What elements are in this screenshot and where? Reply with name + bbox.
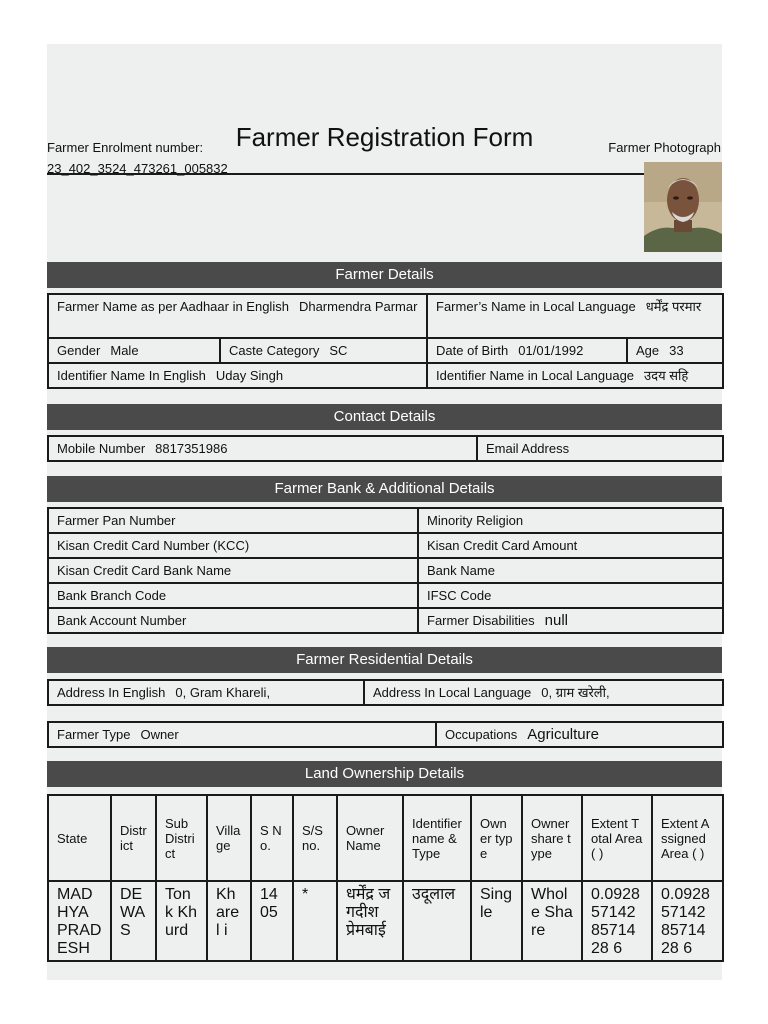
kcc-amount-label: Kisan Credit Card Amount (427, 538, 578, 553)
farmer-name-local-value: धर्मेंद्र परमार (645, 299, 702, 314)
farmer-name-en-value: Dharmendra Parmar (298, 299, 418, 314)
land-header-district: District (111, 795, 156, 881)
dob-value: 01/01/1992 (518, 343, 584, 358)
caste-value: SC (329, 343, 348, 358)
table-row (48, 881, 723, 961)
identifier-en-cell (48, 363, 427, 388)
age-cell (627, 338, 723, 363)
gender-label: Gender (57, 343, 101, 358)
gender-value: Male (110, 343, 139, 358)
farmer-name-en-label: Farmer Name as per Aadhaar in English (57, 299, 289, 314)
land-ownership-table (47, 794, 724, 962)
branch-code-cell (48, 583, 418, 608)
bank-name-cell (418, 558, 723, 583)
identifier-en-value: Uday Singh (215, 368, 284, 383)
disabilities-label: Farmer Disabilities (427, 613, 535, 628)
farmer-photo (644, 162, 722, 252)
land-header-sub-district: Sub District (156, 795, 207, 881)
minority-cell (418, 508, 723, 533)
land-cell-state: MADHYA PRADESH (48, 881, 111, 961)
land-cell-total-area: 0.0928571428571428 6 (582, 881, 652, 961)
dob-cell (427, 338, 627, 363)
disabilities-cell (418, 608, 723, 633)
bank-details-table (47, 507, 724, 634)
land-cell-sub-district: Tonk Khurd (156, 881, 207, 961)
section-contact-details: Contact Details (47, 404, 722, 430)
caste-label: Caste Category (229, 343, 320, 358)
section-farmer-details: Farmer Details (47, 262, 722, 288)
farmer-type-table (47, 721, 724, 748)
land-cell-ss-no: * (293, 881, 337, 961)
land-header-owner-name: Owner Name (337, 795, 403, 881)
identifier-en-label: Identifier Name In English (57, 368, 206, 383)
land-cell-share-type: Whole Share (522, 881, 582, 961)
identifier-local-label: Identifier Name in Local Language (436, 368, 635, 383)
address-local-cell (364, 680, 723, 705)
enrolment-label: Farmer Enrolment number: (47, 140, 204, 155)
contact-details-table (47, 435, 724, 462)
address-en-value: 0, Gram Khareli, (175, 685, 271, 700)
disabilities-value: null (544, 612, 568, 629)
land-cell-s-no: 1405 (251, 881, 293, 961)
address-table (47, 679, 724, 706)
address-en-label: Address In English (57, 685, 166, 700)
branch-code-label: Bank Branch Code (57, 588, 167, 603)
photo-label: Farmer Photograph (608, 140, 721, 155)
caste-cell (220, 338, 427, 363)
kcc-amount-cell (418, 533, 723, 558)
farmer-details-table (47, 293, 724, 389)
age-label: Age (636, 343, 660, 358)
farmer-type-label: Farmer Type (57, 727, 131, 742)
farmer-type-cell (48, 722, 436, 747)
age-value: 33 (669, 343, 684, 358)
identifier-local-cell (427, 363, 723, 388)
land-cell-assigned-area: 0.0928571428571428 6 (652, 881, 723, 961)
land-cell-village: Kharel i (207, 881, 251, 961)
ifsc-label: IFSC Code (427, 588, 492, 603)
farmer-name-en-cell (48, 294, 427, 338)
address-local-label: Address In Local Language (373, 685, 532, 700)
kcc-cell (48, 533, 418, 558)
occupation-cell (436, 722, 723, 747)
address-en-cell (48, 680, 364, 705)
land-header-state: State (48, 795, 111, 881)
land-header-assigned-area: Extent Assigned Area ( ) (652, 795, 723, 881)
address-local-value: 0, ग्राम खरेली, (541, 685, 610, 700)
land-header-share-type: Owner share type (522, 795, 582, 881)
land-header-identifier: Identifier name & Type (403, 795, 471, 881)
land-header-owner-type: Owner type (471, 795, 522, 881)
ifsc-cell (418, 583, 723, 608)
mobile-cell (48, 436, 477, 461)
land-cell-owner-name: धर्मेंद्र जगदीश प्रेमबाई (337, 881, 403, 961)
land-header-s-no: S No. (251, 795, 293, 881)
mobile-label: Mobile Number (57, 441, 146, 456)
land-cell-owner-type: Single (471, 881, 522, 961)
section-residential-details: Farmer Residential Details (47, 647, 722, 673)
occupation-label: Occupations (445, 727, 518, 742)
farmer-type-value: Owner (140, 727, 179, 742)
account-number-cell (48, 608, 418, 633)
bank-name-label: Bank Name (427, 563, 495, 578)
land-header-total-area: Extent Total Area ( ) (582, 795, 652, 881)
farmer-name-local-label: Farmer’s Name in Local Language (436, 299, 636, 314)
land-cell-district: DEWAS (111, 881, 156, 961)
land-header-ss-no: S/S no. (293, 795, 337, 881)
kcc-bank-label: Kisan Credit Card Bank Name (57, 563, 232, 578)
email-cell (477, 436, 723, 461)
page-title: Farmer Registration Form (235, 122, 534, 152)
account-number-label: Bank Account Number (57, 613, 187, 628)
mobile-value: 8817351986 (155, 441, 228, 456)
farmer-name-local-cell (427, 294, 723, 338)
identifier-local-value: उदय सहि (644, 368, 689, 383)
section-bank-details: Farmer Bank & Additional Details (47, 476, 722, 502)
land-header-village: Village (207, 795, 251, 881)
section-land-details: Land Ownership Details (47, 761, 722, 787)
enrolment-number: 23_402_3524_473261_005832 (47, 161, 228, 176)
occupation-value: Agriculture (527, 726, 599, 743)
kcc-label: Kisan Credit Card Number (KCC) (57, 538, 250, 553)
minority-label: Minority Religion (427, 513, 524, 528)
kcc-bank-cell (48, 558, 418, 583)
email-label: Email Address (486, 441, 570, 456)
land-cell-identifier: उदूलाल (403, 881, 471, 961)
pan-label: Farmer Pan Number (57, 513, 176, 528)
pan-cell (48, 508, 418, 533)
gender-cell (48, 338, 220, 363)
dob-label: Date of Birth (436, 343, 509, 358)
